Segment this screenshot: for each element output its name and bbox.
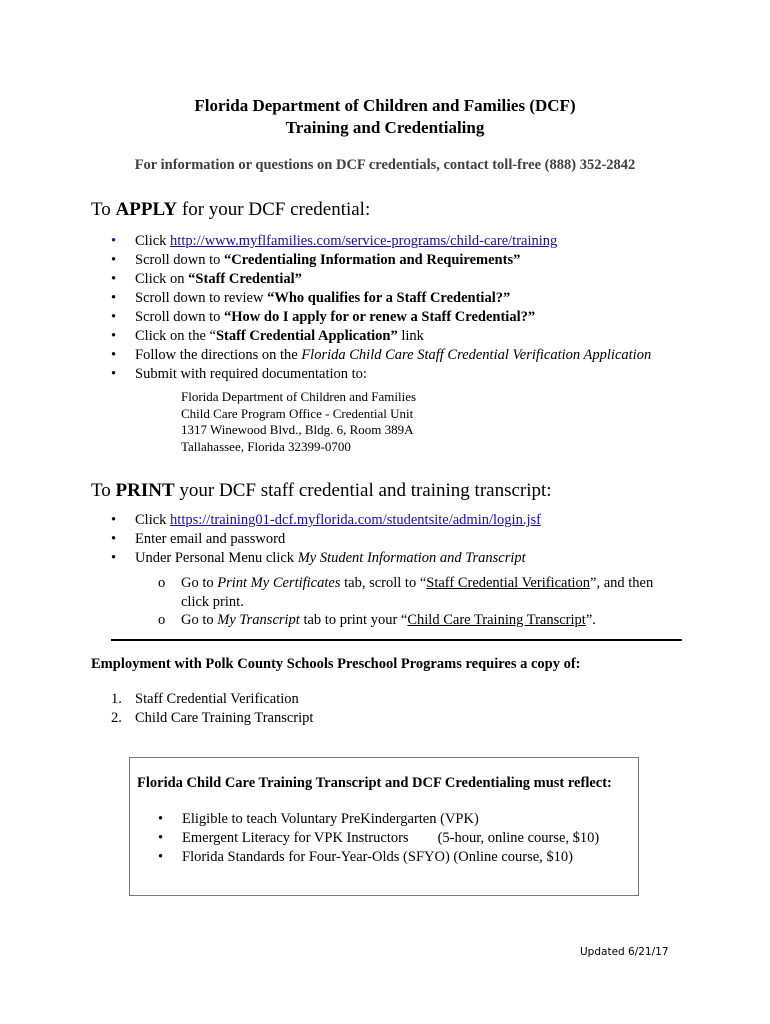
apply-heading: To APPLY for your DCF credential: [91,199,371,220]
doc-subtitle: Training and Credentialing [285,118,485,137]
contact-line: For information or questions on DCF credentials, contact toll-free (888) 352-2842 [134,157,636,173]
requirement-2: 2. Child Care Training Transcript [111,710,314,726]
doc-title: Florida Department of Children and Families (DCF) [194,96,576,115]
dcf-training-link[interactable]: http://www.myflfamilies.com/service-programs/child-care/training [170,233,558,249]
requirement-1: 1. Staff Credential Verification [111,691,299,707]
employment-heading: Employment with Polk County Schools Preschool Programs requires a copy of: [91,656,581,672]
section-divider [111,639,682,641]
print-heading: To PRINT your DCF staff credential and training transcript: [91,480,552,501]
dcf-login-link[interactable]: https://training01-dcf.myflorida.com/studentsite/admin/login.jsf [170,512,541,528]
print-sub-item-1-cont: click print. [181,594,244,610]
mailing-address: Florida Department of Children and Families Child Care Program Office - Credential Unit 1317 Winewood Blvd., Bldg. 6, Room 389A Tallahassee, Florida 32399-0700 [181,389,417,454]
box-title: Florida Child Care Training Transcript and DCF Credentialing must reflect: [137,775,612,791]
print-sub-item-2: Go to My Transcript tab to print your “Child Care Training Transcript”. [181,612,596,628]
print-sub-item-1: Go to Print My Certificates tab, scroll to “Staff Credential Verification”, and then [181,575,654,591]
sub-bullet-marker: o [158,575,166,591]
sub-bullet-marker: o [158,612,166,628]
updated-date: Updated 6/21/17 [580,946,669,958]
